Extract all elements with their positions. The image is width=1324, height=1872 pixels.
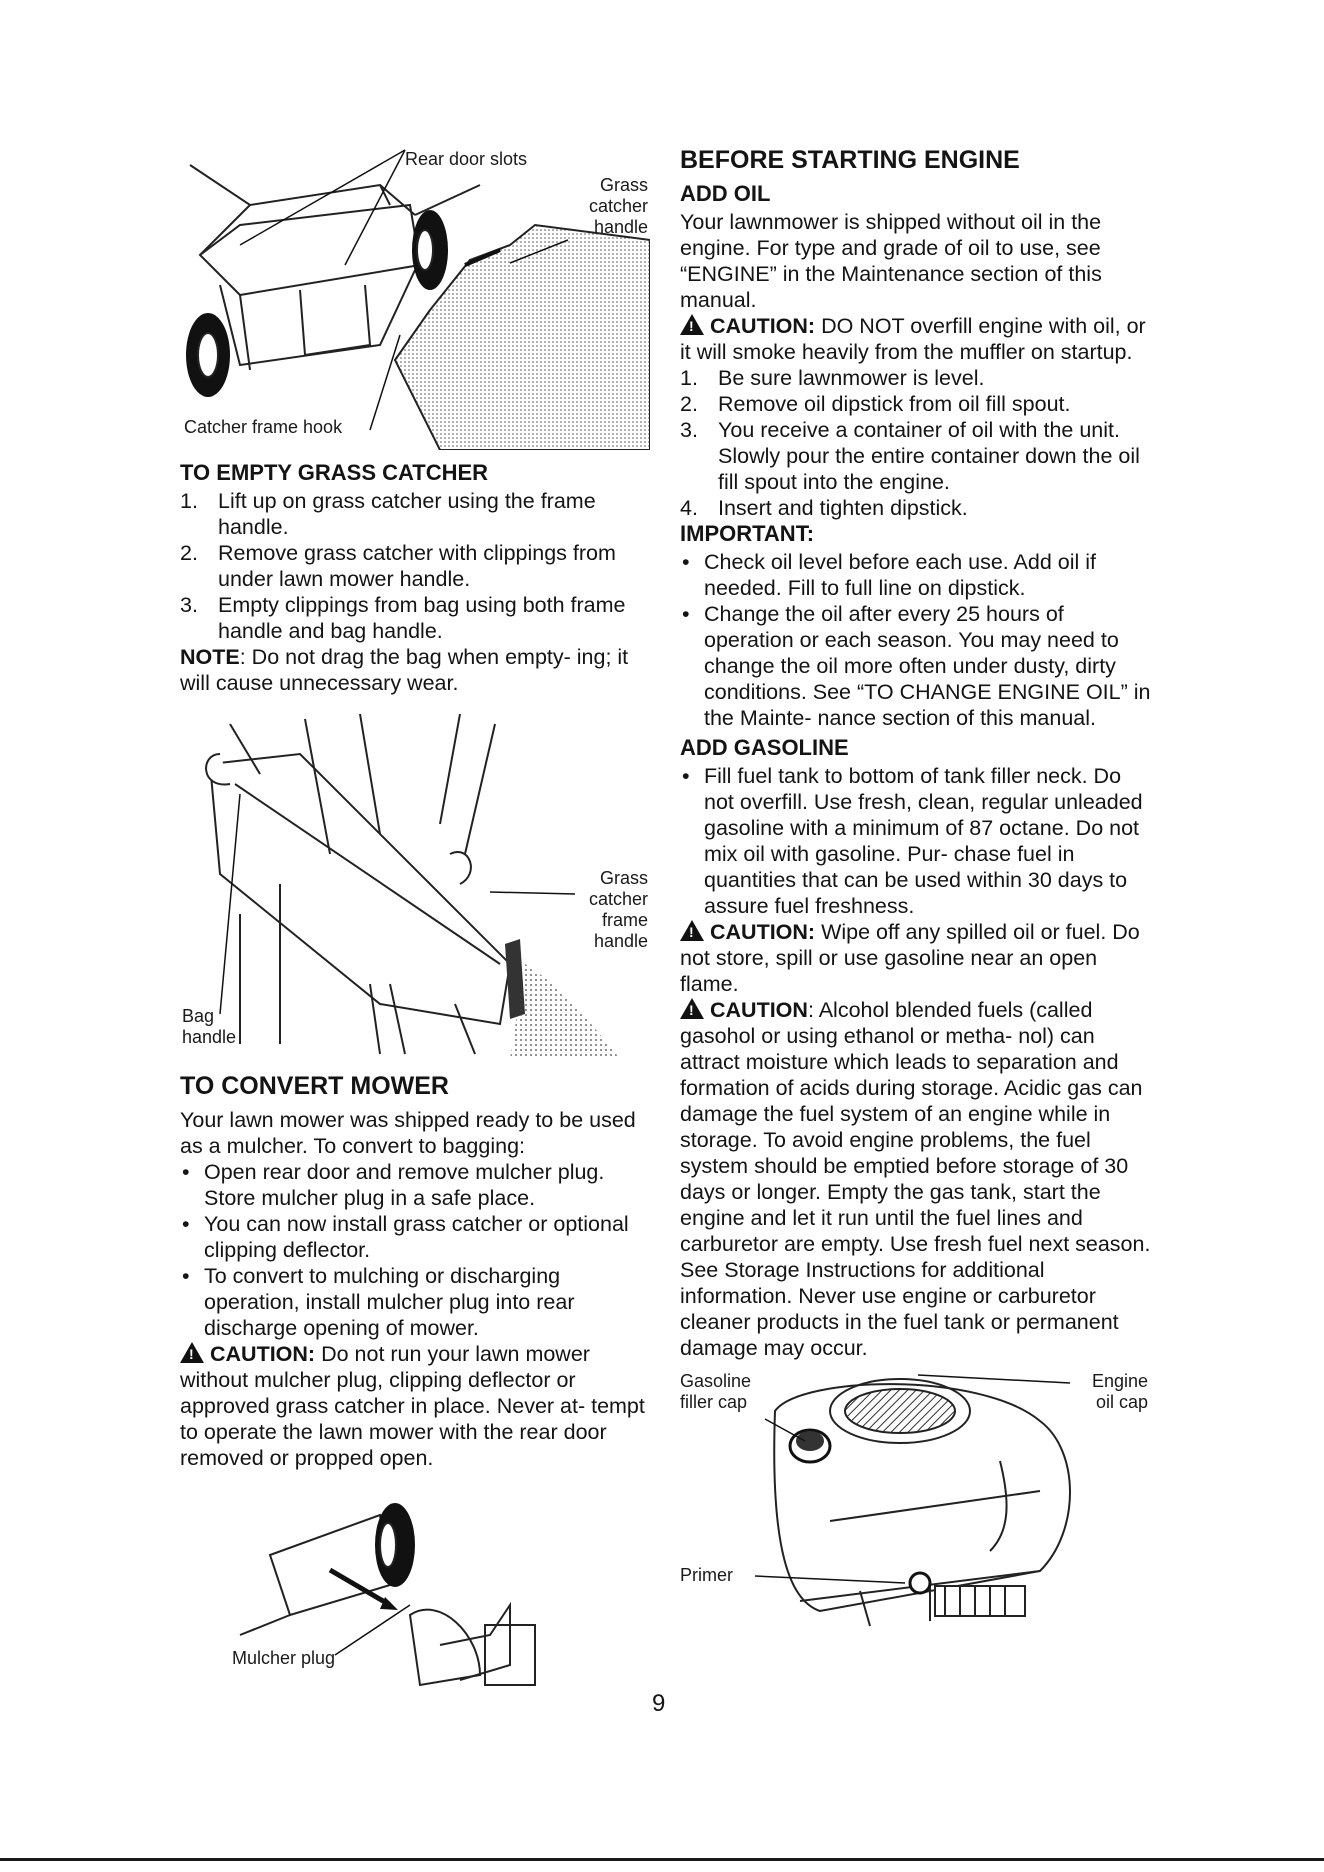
- add-oil-intro: Your lawnmower is shipped without oil in the engine. For type and grade of oil to use, see “ENGINE” in the Maintenance section of this manual.: [680, 210, 1102, 312]
- section-empty-grass-catcher: [180, 460, 650, 696]
- label-line: catcher: [588, 889, 648, 909]
- item-text: Remove oil dipstick from oil fill spout.: [718, 392, 1071, 416]
- label-mulcher-plug: Mulcher plug: [232, 1648, 336, 1668]
- note-label: NOTE: [180, 645, 240, 669]
- label-bag-handle: [182, 1006, 236, 1048]
- list-item: [180, 592, 650, 644]
- heading-add-oil: ADD OIL: [680, 181, 771, 206]
- label-line: filler cap: [680, 1392, 748, 1412]
- caution-label: CAUTION:: [210, 1342, 316, 1366]
- convert-bullets: [180, 1159, 650, 1341]
- caution-text: DO NOT overfill engine with oil, or it will smoke heavily from the muffler on startup.: [680, 314, 1146, 364]
- label-grass-catcher-handle: [530, 175, 648, 238]
- item-text: Remove grass catcher with clippings from under lawn mower handle.: [218, 541, 616, 591]
- label-line: handle: [593, 931, 648, 951]
- figure-bag-handle: [180, 714, 650, 1059]
- caution-text: : Alcohol blended fuels (called gasohol or using ethanol or metha- nol) can attract moisture which leads to separation and formation of acids during storage. Acidic gas can damage the fuel system of an engine while in storage. To avoid engine problems, the fuel system should be emptied before storage of 30 days or longer. Empty the gas tank, start the engine and let it run until the fuel lines and carburetor are empty. Use fresh fuel next season. See Storage Instructions for additional information. Never use engine or carburetor cleaner products in the fuel tank or permanent damage may occur.: [680, 998, 1151, 1360]
- label-line: frame: [601, 910, 648, 930]
- list-item: • To convert to mulching or discharging operation, install mulcher plug into rear discharge opening of mower.: [180, 1263, 650, 1341]
- convert-caution: [180, 1341, 650, 1471]
- figure-engine: [680, 1371, 1150, 1631]
- label-line: oil cap: [1095, 1392, 1148, 1412]
- label-line: Engine: [1091, 1371, 1148, 1391]
- caution-label: CAUTION:: [710, 920, 816, 944]
- label-line: handle: [182, 1027, 237, 1047]
- item-number: 1.: [180, 489, 198, 513]
- label-line: Gasoline: [680, 1371, 752, 1391]
- caution-label: CAUTION: [710, 998, 808, 1022]
- caution-text: Do not run your lawn mower without mulcher plug, clipping deflector or approved grass catcher in place. Never at- tempt to operate the lawn mower with the rear door removed or propped open.: [180, 1342, 645, 1470]
- oil-steps-list: [680, 365, 1155, 521]
- caution-label: CAUTION:: [710, 314, 816, 338]
- right-column: [680, 145, 1155, 1631]
- list-item: • Change the oil after every 25 hours of operation or each season. You may need to change the oil more often under dusty, dirty conditions. See “TO CHANGE ENGINE OIL” in the Mainte- nance section of this manual.: [680, 601, 1155, 731]
- label-line: Bag: [182, 1006, 215, 1026]
- list-item: • Fill fuel tank to bottom of tank filler neck. Do not overfill. Use fresh, clean, regular unleaded gasoline with a minimum of 87 octane. Do not mix oil with gasoline. Pur- chase fuel in quantities that can be used within 30 days to assure fuel freshness.: [680, 763, 1155, 919]
- warning-icon: !: [180, 1342, 204, 1363]
- item-text: You receive a container of oil with the unit. Slowly pour the entire container down the oil fill spout into the engine.: [718, 418, 1140, 494]
- item-number: 3.: [180, 593, 198, 617]
- heading-empty-grass-catcher: TO EMPTY GRASS CATCHER: [180, 460, 489, 485]
- item-text: Empty clippings from bag using both frame handle and bag handle.: [218, 593, 626, 643]
- label-catcher-frame-hook: Catcher frame hook: [184, 417, 343, 437]
- oil-caution: [680, 313, 1155, 365]
- figure-mulcher-plug: [180, 1485, 650, 1695]
- heading-convert-mower: TO CONVERT MOWER: [180, 1072, 449, 1100]
- left-column: [180, 145, 650, 1695]
- list-item: [180, 488, 650, 540]
- list-item: • Open rear door and remove mulcher plug. Store mulcher plug in a safe place.: [180, 1159, 650, 1211]
- item-number: 2.: [680, 392, 698, 416]
- section-convert-mower: [180, 1071, 650, 1471]
- important-bullets: [680, 549, 1155, 731]
- list-item: • You can now install grass catcher or optional clipping deflector.: [180, 1211, 650, 1263]
- figure-grass-catcher-rear: [180, 145, 650, 450]
- label-grass-catcher-frame-handle: [540, 868, 648, 952]
- list-item: [680, 417, 1155, 495]
- label-gasoline-filler-cap: [680, 1371, 751, 1413]
- heading-important: IMPORTANT:: [680, 521, 815, 546]
- bottom-rule: [0, 1858, 1324, 1861]
- warning-icon: !: [680, 314, 704, 335]
- label-line: handle: [593, 217, 648, 237]
- note-paragraph: [180, 644, 650, 696]
- label-primer: Primer: [680, 1565, 733, 1585]
- item-text: Insert and tighten dipstick.: [718, 496, 968, 520]
- label-line: Grass: [599, 868, 648, 888]
- label-engine-oil-cap: [1060, 1371, 1148, 1413]
- label-line: catcher: [588, 196, 648, 216]
- convert-intro: Your lawn mower was shipped ready to be used as a mulcher. To convert to bagging:: [180, 1108, 636, 1158]
- fuel-caution: [680, 919, 1155, 997]
- heading-add-gasoline: ADD GASOLINE: [680, 735, 849, 760]
- list-item: [680, 495, 1155, 521]
- gasoline-bullets: [680, 763, 1155, 919]
- heading-before-starting-engine: BEFORE STARTING ENGINE: [680, 146, 1020, 174]
- item-text: Be sure lawnmower is level.: [718, 366, 985, 390]
- warning-icon: !: [680, 920, 704, 941]
- list-item: [180, 540, 650, 592]
- item-number: 1.: [680, 366, 698, 390]
- list-item: • Check oil level before each use. Add oil if needed. Fill to full line on dipstick.: [680, 549, 1155, 601]
- label-line: Grass: [599, 175, 648, 195]
- item-number: 3.: [680, 418, 698, 442]
- list-item: [680, 391, 1155, 417]
- label-rear-door-slots: Rear door slots: [405, 149, 528, 169]
- page-number: 9: [652, 1690, 666, 1717]
- item-number: 2.: [180, 541, 198, 565]
- warning-icon: !: [680, 998, 704, 1019]
- caution-text: Wipe off any spilled oil or fuel. Do not store, spill or use gasoline near an open flame.: [680, 920, 1140, 996]
- alcohol-fuel-caution: [680, 997, 1155, 1361]
- empty-steps-list: [180, 488, 650, 644]
- list-item: [680, 365, 1155, 391]
- note-text: : Do not drag the bag when empty- ing; it will cause unnecessary wear.: [180, 645, 629, 695]
- item-text: Lift up on grass catcher using the frame handle.: [218, 489, 596, 539]
- item-number: 4.: [680, 496, 698, 520]
